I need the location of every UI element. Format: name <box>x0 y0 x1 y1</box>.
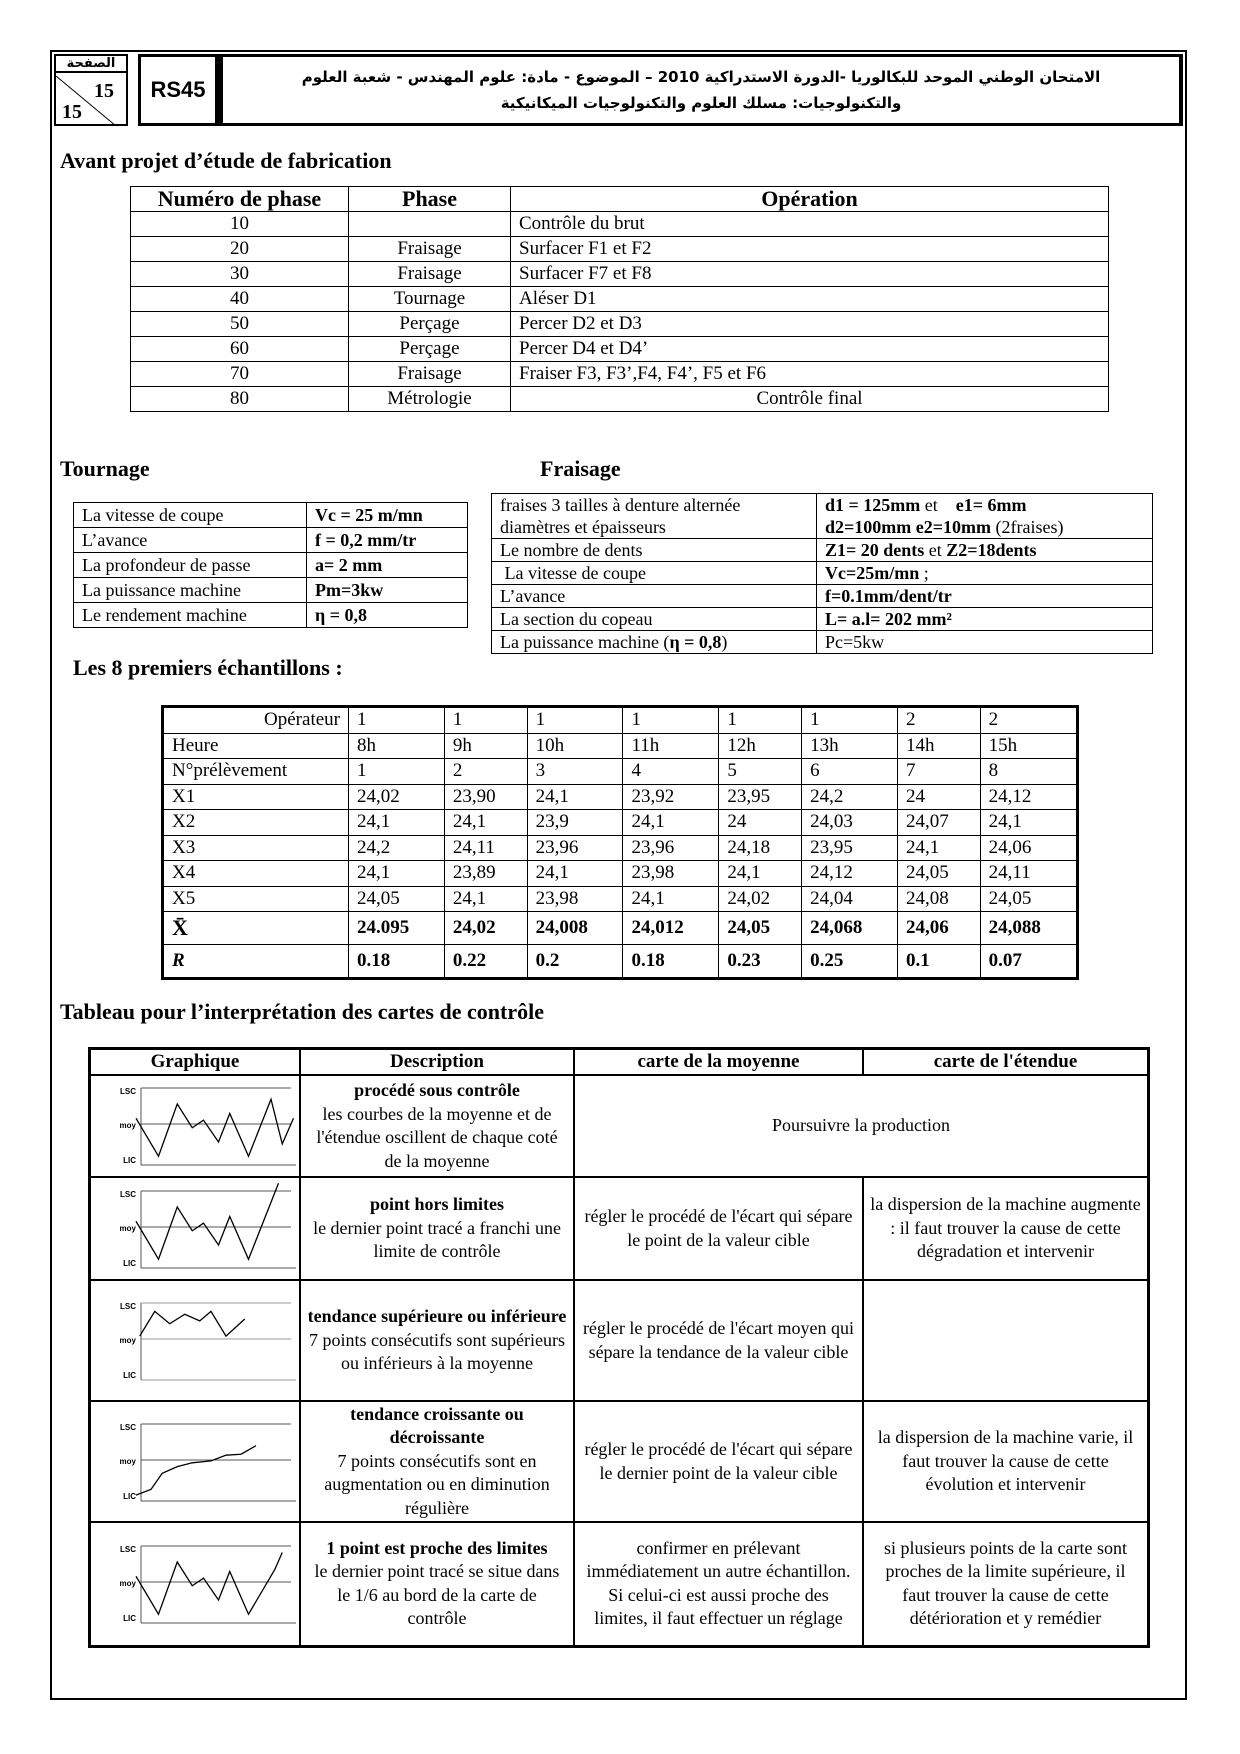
table-row <box>90 1075 1149 1177</box>
table-cell: 7 <box>897 759 980 785</box>
axis-label-lic: LIC <box>123 1370 136 1380</box>
mini-chart-cell <box>90 1075 301 1177</box>
etendue-action: si plusieurs points de la carte sont proches de la limite supérieure, il faut trouver la cause de cette détérioration et y remédier <box>863 1522 1149 1646</box>
control-chart-sketch <box>91 1295 299 1387</box>
table-row <box>74 528 468 553</box>
table-cell: 24,1 <box>719 861 802 887</box>
cell-text: et <box>924 540 947 560</box>
moyenne-action: régler le procédé de l'écart moyen qui sépare la tendance de la valeur cible <box>574 1280 863 1401</box>
axis-label-moy: moy <box>119 1121 136 1130</box>
table-cell: 0.18 <box>349 945 445 979</box>
exam-header <box>54 54 1183 126</box>
table-cell: 23,98 <box>527 886 623 912</box>
action-cell: Poursuivre la production <box>574 1075 1149 1177</box>
table-cell: 8h <box>349 733 445 759</box>
cell-text: fraises 3 tailles à denture alternée <box>500 495 741 515</box>
table-cell: Perçage <box>349 337 511 362</box>
param-value: Vc = 25 m/mn <box>307 503 468 528</box>
column-header: Phase <box>349 187 511 212</box>
tournage-title: Tournage <box>60 456 150 481</box>
param-value: η = 0,8 <box>307 603 468 628</box>
samples-table <box>161 705 1079 980</box>
axis-label-lsc: LSC <box>120 1544 136 1554</box>
param-label: Le rendement machine <box>74 603 307 628</box>
table-cell: X4 <box>163 861 349 887</box>
table-cell: Percer D2 et D3 <box>511 312 1109 337</box>
description-title: tendance supérieure ou inférieure <box>307 1306 567 1327</box>
table-row <box>163 945 1078 979</box>
cell-text: et <box>920 495 956 515</box>
mini-chart-cell <box>90 1177 301 1280</box>
etendue-action <box>863 1280 1149 1401</box>
description-text: les courbes de la moyenne et de l'étendue oscillent de chaque coté de la moyenne <box>316 1103 558 1171</box>
table-cell: 24,04 <box>802 886 898 912</box>
header-row <box>131 187 1109 212</box>
cell-text: η = 0,8 <box>669 632 722 652</box>
cell-text: La puissance machine ( <box>500 632 670 652</box>
table-row <box>163 707 1078 734</box>
table-cell: Métrologie <box>349 387 511 412</box>
param-value: a= 2 mm <box>307 553 468 578</box>
cell-text: d2=100mm e2=10mm <box>825 517 991 537</box>
table-row <box>163 886 1078 912</box>
table-cell: 24,07 <box>897 810 980 836</box>
table-cell: 23,90 <box>444 784 527 810</box>
table-cell: 0.25 <box>802 945 898 979</box>
mini-chart-cell <box>90 1280 301 1401</box>
table-cell: 24,08 <box>897 886 980 912</box>
axis-label-lic: LIC <box>123 1613 136 1623</box>
table-row <box>492 494 1153 539</box>
table-cell: 24,1 <box>980 810 1077 836</box>
table-cell: 24,1 <box>527 861 623 887</box>
axis-label-lsc: LSC <box>120 1422 136 1432</box>
column-header: carte de la moyenne <box>574 1049 863 1076</box>
table-cell: 70 <box>131 362 349 387</box>
table-cell: 24.095 <box>349 912 445 945</box>
table-cell: 23,92 <box>623 784 719 810</box>
table-cell: Heure <box>163 733 349 759</box>
tournage-table <box>73 502 468 628</box>
description-text: le dernier point tracé a franchi une limite de contrôle <box>313 1217 561 1262</box>
table-cell: 6 <box>802 759 898 785</box>
table-cell: Contrôle final <box>511 387 1109 412</box>
table-row <box>74 578 468 603</box>
axis-label-moy: moy <box>119 1335 136 1345</box>
page-label: الصفحة <box>56 56 126 73</box>
table-cell: 24,02 <box>349 784 445 810</box>
table-cell: 24,1 <box>897 835 980 861</box>
table-cell: Perçage <box>349 312 511 337</box>
table-cell: X̄ <box>163 912 349 945</box>
axis-label-lic: LIC <box>123 1491 136 1501</box>
table-cell: 24,03 <box>802 810 898 836</box>
table-cell: 24 <box>719 810 802 836</box>
cell-text: ; <box>919 563 929 583</box>
param-label: La profondeur de passe <box>74 553 307 578</box>
cell-text: La vitesse de coupe <box>492 562 817 585</box>
table-row <box>90 1177 1149 1280</box>
axis-label-moy: moy <box>119 1456 136 1466</box>
table-cell: Fraisage <box>349 362 511 387</box>
table-cell: 23,95 <box>719 784 802 810</box>
table-row <box>131 237 1109 262</box>
table-cell: 0.1 <box>897 945 980 979</box>
cell-text: L= a.l= 202 mm² <box>825 609 952 629</box>
table-cell: Fraisage <box>349 262 511 287</box>
etendue-action: la dispersion de la machine varie, il faut trouver la cause de cette évolution et intervenir <box>863 1401 1149 1522</box>
table-cell: X5 <box>163 886 349 912</box>
table-row <box>492 631 1153 654</box>
table-cell: X3 <box>163 835 349 861</box>
table-cell: 24 <box>897 784 980 810</box>
table-row <box>492 562 1153 585</box>
table-cell: 1 <box>719 707 802 734</box>
table-row <box>163 810 1078 836</box>
table-cell: 60 <box>131 337 349 362</box>
table-cell: 1 <box>349 759 445 785</box>
table-cell: 24,05 <box>349 886 445 912</box>
table-cell: 5 <box>719 759 802 785</box>
table-cell: Surfacer F7 et F8 <box>511 262 1109 287</box>
table-cell: 23,89 <box>444 861 527 887</box>
table-row <box>131 287 1109 312</box>
table-row <box>90 1401 1149 1522</box>
table-cell: 24,1 <box>623 886 719 912</box>
table-row <box>74 553 468 578</box>
param-label: L’avance <box>74 528 307 553</box>
table-row <box>131 262 1109 287</box>
table-cell: 0.22 <box>444 945 527 979</box>
table-cell: 24,18 <box>719 835 802 861</box>
column-header: carte de l'étendue <box>863 1049 1149 1076</box>
table-row <box>492 539 1153 562</box>
table-cell: 1 <box>802 707 898 734</box>
table-row <box>163 733 1078 759</box>
axis-label-moy: moy <box>119 1223 136 1233</box>
cell-text: f=0.1mm/dent/tr <box>825 586 952 606</box>
column-header: Graphique <box>90 1049 301 1076</box>
table-cell: Percer D4 et D4’ <box>511 337 1109 362</box>
table-cell: 23,95 <box>802 835 898 861</box>
page-number-box <box>54 54 128 126</box>
page-number: 15 <box>94 80 114 102</box>
table-row <box>74 603 468 628</box>
table-cell: 24,05 <box>719 912 802 945</box>
column-header: Opération <box>511 187 1109 212</box>
table-cell: 11h <box>623 733 719 759</box>
table-cell: 20 <box>131 237 349 262</box>
interpretation-table <box>88 1047 1150 1648</box>
axis-label-lsc: LSC <box>120 1189 136 1199</box>
table-row <box>492 608 1153 631</box>
table-row <box>163 784 1078 810</box>
cell-text: Z2=18dents <box>946 540 1037 560</box>
table-cell: 24,12 <box>802 861 898 887</box>
cell-text: e1= 6mm <box>955 495 1027 515</box>
table-cell: 1 <box>444 707 527 734</box>
table-cell: 8 <box>980 759 1077 785</box>
cell-text: diamètres et épaisseurs <box>500 517 666 537</box>
etendue-action: la dispersion de la machine augmente : il faut trouver la cause de cette dégradation et intervenir <box>863 1177 1149 1280</box>
table-cell: 24,088 <box>980 912 1077 945</box>
column-header: Description <box>300 1049 574 1076</box>
table-cell: 10h <box>527 733 623 759</box>
table-cell: 13h <box>802 733 898 759</box>
description-text: 7 points consécutifs sont en augmentation ou en diminution régulière <box>324 1450 550 1518</box>
axis-label-lic: LIC <box>123 1156 136 1165</box>
table-cell: 24,008 <box>527 912 623 945</box>
table-cell: 24,06 <box>897 912 980 945</box>
param-value: f = 0,2 mm/tr <box>307 528 468 553</box>
table-cell: 9h <box>444 733 527 759</box>
table-row <box>131 362 1109 387</box>
header-row <box>90 1049 1149 1076</box>
interp-title: Tableau pour l’interprétation des cartes de contrôle <box>60 999 544 1024</box>
moyenne-action: confirmer en prélevant immédiatement un autre échantillon. Si celui-ci est aussi proche des limites, il faut effectuer un réglage <box>574 1522 863 1646</box>
control-chart-sketch <box>91 1080 299 1172</box>
param-label: La puissance machine <box>74 578 307 603</box>
samples-title: Les 8 premiers échantillons : <box>73 655 343 680</box>
table-cell: 0.2 <box>527 945 623 979</box>
mini-chart-cell <box>90 1522 301 1646</box>
table-cell: 0.23 <box>719 945 802 979</box>
table-cell: 15h <box>980 733 1077 759</box>
table-cell: 24,11 <box>444 835 527 861</box>
section-title-fabrication: Avant projet d’étude de fabrication <box>60 148 392 173</box>
sample-curve <box>140 1311 245 1336</box>
table-row <box>90 1522 1149 1646</box>
table-cell: 1 <box>623 707 719 734</box>
table-cell: 2 <box>897 707 980 734</box>
table-cell: 3 <box>527 759 623 785</box>
description-cell <box>300 1280 574 1401</box>
description-cell <box>300 1075 574 1177</box>
table-cell: 1 <box>349 707 445 734</box>
param-label: La vitesse de coupe <box>74 503 307 528</box>
table-cell: 24,068 <box>802 912 898 945</box>
table-row <box>131 337 1109 362</box>
moyenne-action: régler le procédé de l'écart qui sépare le point de la valeur cible <box>574 1177 863 1280</box>
description-cell <box>300 1177 574 1280</box>
axis-label-lic: LIC <box>123 1258 136 1268</box>
table-cell: 24,1 <box>349 810 445 836</box>
table-cell: 24,06 <box>980 835 1077 861</box>
sample-curve <box>136 1183 279 1259</box>
fraisage-table <box>491 493 1153 654</box>
axis-label-lsc: LSC <box>120 1301 136 1311</box>
table-cell: 23,96 <box>527 835 623 861</box>
table-row <box>163 912 1078 945</box>
table-cell: 12h <box>719 733 802 759</box>
cell-text: L’avance <box>492 585 817 608</box>
table-cell: 24,05 <box>897 861 980 887</box>
table-cell: 23,9 <box>527 810 623 836</box>
table-cell: N°prélèvement <box>163 759 349 785</box>
moyenne-action: régler le procédé de l'écart qui sépare le dernier point de la valeur cible <box>574 1401 863 1522</box>
table-cell: 24,1 <box>444 886 527 912</box>
table-cell: 30 <box>131 262 349 287</box>
subject-code: RS45 <box>138 54 218 126</box>
control-chart-sketch <box>91 1183 299 1275</box>
table-cell: 24,11 <box>980 861 1077 887</box>
cell-text: Z1= 20 dents <box>825 540 925 560</box>
table-cell: Contrôle du brut <box>511 212 1109 237</box>
table-cell: 80 <box>131 387 349 412</box>
cell-text: Pc=5kw <box>817 631 1153 654</box>
table-cell: Fraisage <box>349 237 511 262</box>
control-chart-sketch <box>91 1538 299 1630</box>
column-header: Numéro de phase <box>131 187 349 212</box>
table-cell: 2 <box>444 759 527 785</box>
table-cell: 24,02 <box>719 886 802 912</box>
table-cell: 14h <box>897 733 980 759</box>
sample-curve <box>136 1445 256 1494</box>
title-line-2: والتكنولوجيات: مسلك العلوم والتكنولوجيات الميكانيكية <box>500 94 902 112</box>
exam-title <box>218 54 1183 126</box>
table-row <box>74 503 468 528</box>
table-cell: 24,2 <box>802 784 898 810</box>
table-cell: 24,05 <box>980 886 1077 912</box>
table-cell: 24,02 <box>444 912 527 945</box>
table-cell: 24,1 <box>349 861 445 887</box>
table-cell: Fraiser F3, F3’,F4, F4’, F5 et F6 <box>511 362 1109 387</box>
fraisage-title: Fraisage <box>540 456 621 481</box>
table-cell: Tournage <box>349 287 511 312</box>
table-cell: 24,12 <box>980 784 1077 810</box>
table-cell: 1 <box>527 707 623 734</box>
control-chart-sketch <box>91 1416 299 1508</box>
cell-text: Vc=25m/mn <box>825 563 920 583</box>
title-line-1: الامتحان الوطني الموحد للبكالوريا -الدورة الاستدراكية 2010 – الموضوع - مادة: علوم المهندس - شعبة العلوم <box>301 68 1101 86</box>
table-cell: 23,96 <box>623 835 719 861</box>
table-cell: 24,1 <box>623 810 719 836</box>
table-cell: 23,98 <box>623 861 719 887</box>
description-cell <box>300 1522 574 1646</box>
description-title: tendance croissante ou décroissante <box>350 1403 524 1448</box>
page-total: 15 <box>62 101 82 123</box>
table-cell: Opérateur <box>163 707 349 734</box>
table-row <box>163 861 1078 887</box>
cell-text: ) <box>721 632 728 652</box>
table-row <box>492 585 1153 608</box>
description-text: le dernier point tracé se situe dans le 1/6 au bord de la carte de contrôle <box>314 1561 560 1629</box>
table-cell: 10 <box>131 212 349 237</box>
cell-text: Le nombre de dents <box>492 539 817 562</box>
cell-text: d1 = 125mm <box>825 495 921 515</box>
table-row <box>163 835 1078 861</box>
table-row <box>131 212 1109 237</box>
table-cell: 40 <box>131 287 349 312</box>
table-cell: X2 <box>163 810 349 836</box>
axis-label-lsc: LSC <box>120 1087 136 1096</box>
sample-curve <box>136 1099 294 1156</box>
table-row <box>90 1280 1149 1401</box>
cell-text: (2fraises) <box>991 517 1064 537</box>
mini-chart-cell <box>90 1401 301 1522</box>
table-cell: 24,1 <box>444 810 527 836</box>
description-title: point hors limites <box>369 1194 504 1215</box>
table-cell: R <box>163 945 349 979</box>
table-cell: 2 <box>980 707 1077 734</box>
table-row <box>163 759 1078 785</box>
table-cell: 24,1 <box>527 784 623 810</box>
description-cell <box>300 1401 574 1522</box>
table-cell: Surfacer F1 et F2 <box>511 237 1109 262</box>
description-title: 1 point est proche des limites <box>326 1537 548 1558</box>
table-cell: 24,012 <box>623 912 719 945</box>
table-cell: 0.07 <box>980 945 1077 979</box>
table-cell: 50 <box>131 312 349 337</box>
axis-label-moy: moy <box>119 1578 136 1588</box>
table-row <box>131 387 1109 412</box>
table-cell <box>349 212 511 237</box>
table-row <box>131 312 1109 337</box>
table-cell: 4 <box>623 759 719 785</box>
description-text: 7 points consécutifs sont supérieurs ou inférieurs à la moyenne <box>309 1329 565 1374</box>
table-cell: Aléser D1 <box>511 287 1109 312</box>
sample-curve <box>136 1552 282 1614</box>
table-cell: 0.18 <box>623 945 719 979</box>
description-title: procédé sous contrôle <box>354 1080 520 1100</box>
table-cell: 24,2 <box>349 835 445 861</box>
param-value: Pm=3kw <box>307 578 468 603</box>
phases-table <box>130 186 1109 412</box>
cell-text: La section du copeau <box>492 608 817 631</box>
table-cell: X1 <box>163 784 349 810</box>
